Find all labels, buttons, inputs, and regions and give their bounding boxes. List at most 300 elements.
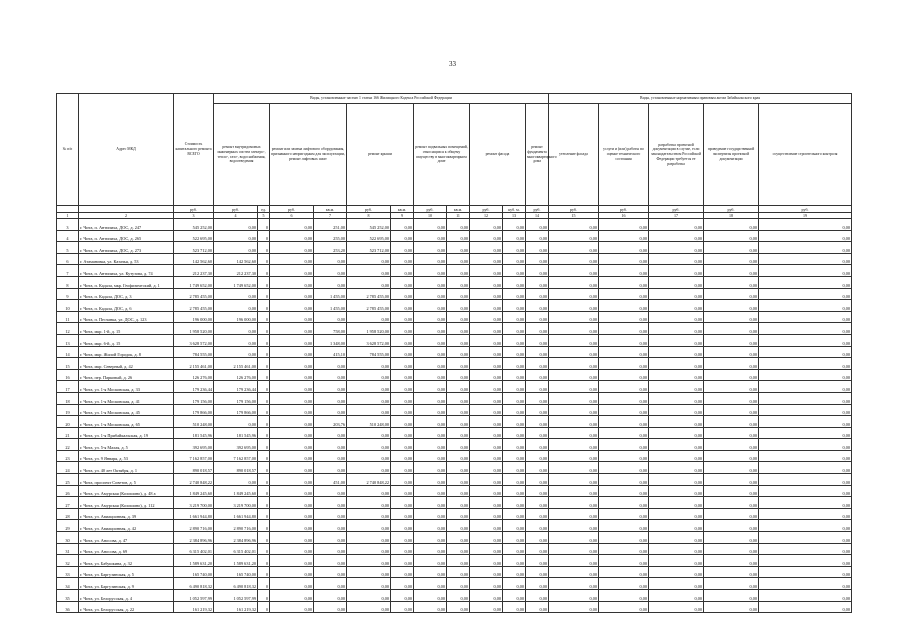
cell-assessment-cost: 0,00 — [599, 566, 649, 578]
cell-foundation-cost: 0,00 — [526, 300, 549, 312]
cell-total-cost: 1 958 520,00 — [174, 323, 214, 335]
cell-engineering-cost: 0,00 — [214, 242, 258, 254]
cell-facade-cost: 0,00 — [470, 590, 503, 602]
cell-foundation-cost: 0,00 — [526, 323, 549, 335]
cell-construction-control-cost: 0,00 — [759, 427, 852, 439]
cell-address: г. Чита, ул. Баргузинская, д. 5 — [79, 566, 174, 578]
cell-insulation-cost: 0,00 — [549, 276, 599, 288]
cell-facade-cost: 0,00 — [470, 508, 503, 520]
unit-cell: руб. — [649, 206, 704, 213]
cell-facade-area: 0,00 — [447, 601, 470, 613]
cell-total-cost: 2 155 461,00 — [174, 358, 214, 370]
cell-construction-control-cost: 0,00 — [759, 555, 852, 567]
cell-elevator-cost: 0,00 — [270, 288, 314, 300]
table-row — [57, 358, 852, 370]
cell-address: г. Чита, мкр. Жилой Городок, д. 8 — [79, 346, 174, 358]
cell-engineering-cost: 0,00 — [214, 334, 258, 346]
cell-foundation-volume: 0,00 — [503, 520, 526, 532]
cell-total-cost: 2 785 455,00 — [174, 300, 214, 312]
cell-basement-cost: 0,00 — [414, 439, 447, 451]
cell-assessment-cost: 0,00 — [599, 555, 649, 567]
cell-engineering-cost: 890 018,57 — [214, 462, 258, 474]
cell-total-cost: 3 628 572,00 — [174, 334, 214, 346]
cell-basement-cost: 0,00 — [414, 485, 447, 497]
cell-roof-cost: 0,00 — [347, 566, 391, 578]
cell-assessment-cost: 0,00 — [599, 334, 649, 346]
cell-elevator-count: 0 — [258, 508, 270, 520]
cell-design-docs-cost: 0,00 — [649, 358, 704, 370]
cell-row-number: 11 — [57, 311, 79, 323]
cell-expertise-cost: 0,00 — [704, 508, 759, 520]
cell-address: г. Чита, ул. 1-я Московская, д. 65 — [79, 416, 174, 428]
cell-basement-cost: 0,00 — [414, 242, 447, 254]
cell-insulation-cost: 0,00 — [549, 346, 599, 358]
cell-construction-control-cost: 0,00 — [759, 416, 852, 428]
col-number: 12 — [470, 213, 503, 219]
cell-basement-area: 0,00 — [391, 288, 414, 300]
unit-cell: куб. м. — [503, 206, 526, 213]
cell-facade-area: 0,00 — [447, 276, 470, 288]
cell-design-docs-cost: 0,00 — [649, 427, 704, 439]
cell-elevator-cost: 0,00 — [270, 230, 314, 242]
cell-foundation-volume: 0,00 — [503, 323, 526, 335]
cell-elevator-count: 0 — [258, 439, 270, 451]
cell-insulation-cost: 0,00 — [549, 358, 599, 370]
table-row — [57, 276, 852, 288]
cell-design-docs-cost: 0,00 — [649, 520, 704, 532]
cell-address: г. Чита, п. Кадала, мкр. Геофизический, д. 1 — [79, 276, 174, 288]
cell-total-cost: 545 252,00 — [174, 219, 214, 231]
cell-basement-cost: 0,00 — [414, 392, 447, 404]
cell-insulation-cost: 0,00 — [549, 311, 599, 323]
cell-address: г. Чита, п. Антипиха, ул. Кутузова, д. 74 — [79, 265, 174, 277]
cell-elevator-cost: 0,00 — [270, 253, 314, 265]
cell-total-cost: 179 866,00 — [174, 404, 214, 416]
cell-elevator-count: 0 — [258, 358, 270, 370]
cell-facade-cost: 0,00 — [470, 265, 503, 277]
cell-foundation-cost: 0,00 — [526, 497, 549, 509]
cell-elevator-cost: 0,00 — [270, 555, 314, 567]
col-header-design-docs: разработка проектной документации в случае, если законодательством Российской Федерации требуется ее разработка — [649, 104, 704, 206]
cell-total-cost: 161 219,32 — [174, 601, 214, 613]
cell-basement-cost: 0,00 — [414, 230, 447, 242]
col-header-basement: ремонт подвальных помещений, относящихся к общему имуществу в многоквартирном доме — [414, 104, 470, 206]
cell-facade-area: 0,00 — [447, 439, 470, 451]
col-number: 4 — [214, 213, 258, 219]
cell-basement-area: 0,00 — [391, 230, 414, 242]
cell-expertise-cost: 0,00 — [704, 276, 759, 288]
cell-basement-cost: 0,00 — [414, 450, 447, 462]
table-row — [57, 369, 852, 381]
cell-insulation-cost: 0,00 — [549, 242, 599, 254]
cell-roof-area: 415,10 — [314, 346, 347, 358]
cell-row-number: 26 — [57, 485, 79, 497]
cell-assessment-cost: 0,00 — [599, 288, 649, 300]
cell-engineering-cost: 181 545,96 — [214, 427, 258, 439]
cell-total-cost: 1 661 944,80 — [174, 508, 214, 520]
cell-row-number: 6 — [57, 253, 79, 265]
cell-elevator-cost: 0,00 — [270, 369, 314, 381]
cell-address: г. Чита, п. Кадала, ДОС, д. 6 — [79, 300, 174, 312]
cell-elevator-cost: 0,00 — [270, 508, 314, 520]
cell-elevator-count: 0 — [258, 474, 270, 486]
cell-elevator-cost: 0,00 — [270, 462, 314, 474]
cell-row-number: 17 — [57, 381, 79, 393]
cell-roof-cost: 0,00 — [347, 555, 391, 567]
cell-elevator-cost: 0,00 — [270, 242, 314, 254]
cell-facade-cost: 0,00 — [470, 566, 503, 578]
cell-assessment-cost: 0,00 — [599, 601, 649, 613]
cell-elevator-count: 0 — [258, 323, 270, 335]
cell-address: г. Чита, ул. 5-я Малая, д. 5 — [79, 439, 174, 451]
cell-elevator-count: 0 — [258, 311, 270, 323]
cell-design-docs-cost: 0,00 — [649, 404, 704, 416]
cell-roof-area: 253,20 — [314, 242, 347, 254]
cell-elevator-count: 0 — [258, 219, 270, 231]
col-number: 16 — [599, 213, 649, 219]
cell-roof-area: 251,00 — [314, 219, 347, 231]
cell-basement-cost: 0,00 — [414, 520, 447, 532]
cell-row-number: 28 — [57, 508, 79, 520]
cell-engineering-cost: 179 866,00 — [214, 404, 258, 416]
cell-roof-area: 0,00 — [314, 555, 347, 567]
cell-roof-cost: 0,00 — [347, 520, 391, 532]
cell-design-docs-cost: 0,00 — [649, 555, 704, 567]
col-number: 15 — [549, 213, 599, 219]
table-row — [57, 392, 852, 404]
cell-roof-area: 0,00 — [314, 566, 347, 578]
cell-engineering-cost: 0,00 — [214, 219, 258, 231]
cell-roof-cost: 510 248,00 — [347, 416, 391, 428]
cell-row-number: 5 — [57, 242, 79, 254]
cell-construction-control-cost: 0,00 — [759, 439, 852, 451]
cell-assessment-cost: 0,00 — [599, 462, 649, 474]
cell-facade-cost: 0,00 — [470, 346, 503, 358]
cell-engineering-cost: 179 156,00 — [214, 392, 258, 404]
table-row — [57, 265, 852, 277]
cell-elevator-cost: 0,00 — [270, 566, 314, 578]
cell-foundation-cost: 0,00 — [526, 543, 549, 555]
cell-design-docs-cost: 0,00 — [649, 590, 704, 602]
cell-expertise-cost: 0,00 — [704, 590, 759, 602]
cell-elevator-cost: 0,00 — [270, 219, 314, 231]
cell-facade-cost: 0,00 — [470, 381, 503, 393]
cell-row-number: 16 — [57, 369, 79, 381]
cell-facade-cost: 0,00 — [470, 474, 503, 486]
cell-basement-area: 0,00 — [391, 427, 414, 439]
cell-design-docs-cost: 0,00 — [649, 532, 704, 544]
col-number: 14 — [526, 213, 549, 219]
cell-roof-area: 0,00 — [314, 311, 347, 323]
cell-total-cost: 6 490 818,32 — [174, 578, 214, 590]
cell-elevator-count: 0 — [258, 601, 270, 613]
cell-assessment-cost: 0,00 — [599, 439, 649, 451]
cell-elevator-cost: 0,00 — [270, 334, 314, 346]
cell-facade-cost: 0,00 — [470, 555, 503, 567]
cell-design-docs-cost: 0,00 — [649, 543, 704, 555]
cell-basement-cost: 0,00 — [414, 288, 447, 300]
cell-engineering-cost: 0,00 — [214, 416, 258, 428]
cell-foundation-cost: 0,00 — [526, 427, 549, 439]
cell-roof-area: 0,00 — [314, 601, 347, 613]
unit-cell: руб. — [347, 206, 391, 213]
table-row — [57, 532, 852, 544]
cell-basement-area: 0,00 — [391, 392, 414, 404]
cell-elevator-count: 0 — [258, 346, 270, 358]
cell-address: г. Чита, п. Антипиха, ДОС, д. 265 — [79, 230, 174, 242]
cell-engineering-cost: 161 219,32 — [214, 601, 258, 613]
cell-foundation-cost: 0,00 — [526, 346, 549, 358]
cell-basement-area: 0,00 — [391, 381, 414, 393]
cell-basement-area: 0,00 — [391, 555, 414, 567]
cell-total-cost: 7 162 857,00 — [174, 450, 214, 462]
cell-facade-cost: 0,00 — [470, 253, 503, 265]
cell-construction-control-cost: 0,00 — [759, 485, 852, 497]
cell-engineering-cost: 6 315 402,01 — [214, 543, 258, 555]
cell-assessment-cost: 0,00 — [599, 300, 649, 312]
cell-facade-cost: 0,00 — [470, 532, 503, 544]
cell-design-docs-cost: 0,00 — [649, 578, 704, 590]
cell-expertise-cost: 0,00 — [704, 334, 759, 346]
col-header-no: № п/п — [57, 94, 79, 206]
col-number: 3 — [174, 213, 214, 219]
cell-row-number: 35 — [57, 590, 79, 602]
cell-design-docs-cost: 0,00 — [649, 508, 704, 520]
cell-elevator-cost: 0,00 — [270, 276, 314, 288]
cell-expertise-cost: 0,00 — [704, 462, 759, 474]
cell-elevator-count: 0 — [258, 242, 270, 254]
cell-row-number: 14 — [57, 346, 79, 358]
cell-elevator-cost: 0,00 — [270, 474, 314, 486]
cell-assessment-cost: 0,00 — [599, 253, 649, 265]
cell-total-cost: 1 749 652,00 — [174, 276, 214, 288]
cell-assessment-cost: 0,00 — [599, 450, 649, 462]
cell-foundation-volume: 0,00 — [503, 288, 526, 300]
cell-construction-control-cost: 0,00 — [759, 358, 852, 370]
cell-foundation-cost: 0,00 — [526, 288, 549, 300]
cell-design-docs-cost: 0,00 — [649, 474, 704, 486]
cell-engineering-cost: 142 562,60 — [214, 253, 258, 265]
cell-facade-area: 0,00 — [447, 242, 470, 254]
table-row — [57, 334, 852, 346]
cell-design-docs-cost: 0,00 — [649, 416, 704, 428]
cell-insulation-cost: 0,00 — [549, 474, 599, 486]
cell-assessment-cost: 0,00 — [599, 578, 649, 590]
cell-foundation-cost: 0,00 — [526, 219, 549, 231]
cell-facade-cost: 0,00 — [470, 392, 503, 404]
cell-basement-area: 0,00 — [391, 334, 414, 346]
cell-address: г. Чита, ул. Бабушкина, д. 32 — [79, 555, 174, 567]
cell-facade-cost: 0,00 — [470, 242, 503, 254]
cell-address: г. Чита, ул. 1-я Московская, д. 41 — [79, 392, 174, 404]
cell-facade-area: 0,00 — [447, 508, 470, 520]
cell-assessment-cost: 0,00 — [599, 219, 649, 231]
cell-design-docs-cost: 0,00 — [649, 485, 704, 497]
cell-address: г. Чита, ул. 40 лет Октября, д. 1 — [79, 462, 174, 474]
cell-roof-area: 0,00 — [314, 404, 347, 416]
col-header-expertise: проведение государственной экспертизы проектной документации — [704, 104, 759, 206]
cell-roof-area: 0,00 — [314, 265, 347, 277]
cell-foundation-cost: 0,00 — [526, 276, 549, 288]
cell-elevator-count: 0 — [258, 532, 270, 544]
cell-roof-cost: 0,00 — [347, 427, 391, 439]
cell-roof-cost: 2 785 455,00 — [347, 288, 391, 300]
table-row — [57, 346, 852, 358]
cell-expertise-cost: 0,00 — [704, 300, 759, 312]
unit-cell: руб. — [549, 206, 599, 213]
unit-cell: руб. — [174, 206, 214, 213]
cell-address: г. Атамановка, ул. Казачья, д. 53 — [79, 253, 174, 265]
cell-facade-cost: 0,00 — [470, 300, 503, 312]
table-row — [57, 404, 852, 416]
cell-roof-area: 203,76 — [314, 416, 347, 428]
cell-basement-area: 0,00 — [391, 485, 414, 497]
table-row — [57, 520, 852, 532]
cell-elevator-cost: 0,00 — [270, 416, 314, 428]
cell-elevator-count: 0 — [258, 404, 270, 416]
cell-row-number: 12 — [57, 323, 79, 335]
unit-cell: ед. — [258, 206, 270, 213]
cell-basement-cost: 0,00 — [414, 416, 447, 428]
cell-design-docs-cost: 0,00 — [649, 230, 704, 242]
cell-total-cost: 179 236,44 — [174, 381, 214, 393]
cell-facade-cost: 0,00 — [470, 497, 503, 509]
cell-expertise-cost: 0,00 — [704, 381, 759, 393]
cell-expertise-cost: 0,00 — [704, 474, 759, 486]
table-row — [57, 427, 852, 439]
cell-elevator-count: 0 — [258, 300, 270, 312]
cell-foundation-volume: 0,00 — [503, 219, 526, 231]
cell-expertise-cost: 0,00 — [704, 265, 759, 277]
cell-construction-control-cost: 0,00 — [759, 369, 852, 381]
table-row — [57, 288, 852, 300]
cell-foundation-cost: 0,00 — [526, 416, 549, 428]
cell-engineering-cost: 0,00 — [214, 230, 258, 242]
cell-basement-area: 0,00 — [391, 462, 414, 474]
cell-insulation-cost: 0,00 — [549, 334, 599, 346]
cell-roof-area: 758,00 — [314, 323, 347, 335]
cell-insulation-cost: 0,00 — [549, 416, 599, 428]
cell-total-cost: 2 785 455,00 — [174, 288, 214, 300]
cell-address: г. Чита, проспект Советов, д. 5 — [79, 474, 174, 486]
cell-roof-area: 0,00 — [314, 253, 347, 265]
cell-address: г. Чита, пер. Парковый, д. 26 — [79, 369, 174, 381]
cell-foundation-volume: 0,00 — [503, 508, 526, 520]
cell-elevator-cost: 0,00 — [270, 427, 314, 439]
cell-basement-area: 0,00 — [391, 508, 414, 520]
cell-facade-area: 0,00 — [447, 323, 470, 335]
cell-roof-area: 1 348,00 — [314, 334, 347, 346]
cell-design-docs-cost: 0,00 — [649, 497, 704, 509]
cell-roof-cost: 0,00 — [347, 450, 391, 462]
cell-address: г. Чита, ул. 1-я Московская, д. 33 — [79, 381, 174, 393]
cell-construction-control-cost: 0,00 — [759, 543, 852, 555]
cell-roof-cost: 0,00 — [347, 265, 391, 277]
cell-expertise-cost: 0,00 — [704, 543, 759, 555]
col-header-roof: ремонт крыши — [347, 104, 414, 206]
cell-foundation-cost: 0,00 — [526, 369, 549, 381]
cell-roof-cost: 522 695,00 — [347, 230, 391, 242]
cell-facade-area: 0,00 — [447, 416, 470, 428]
cell-elevator-cost: 0,00 — [270, 450, 314, 462]
col-number: 13 — [503, 213, 526, 219]
cell-roof-cost: 0,00 — [347, 358, 391, 370]
cell-elevator-cost: 0,00 — [270, 392, 314, 404]
cell-roof-cost: 0,00 — [347, 253, 391, 265]
cell-engineering-cost: 0,00 — [214, 323, 258, 335]
cell-roof-area: 0,00 — [314, 590, 347, 602]
cell-facade-area: 0,00 — [447, 566, 470, 578]
cell-expertise-cost: 0,00 — [704, 346, 759, 358]
table-row — [57, 230, 852, 242]
table-row — [57, 253, 852, 265]
col-number: 6 — [270, 213, 314, 219]
cell-insulation-cost: 0,00 — [549, 543, 599, 555]
cell-elevator-cost: 0,00 — [270, 323, 314, 335]
table-row — [57, 300, 852, 312]
cell-engineering-cost: 1 589 631,20 — [214, 555, 258, 567]
col-header-elevator: ремонт или замена лифтового оборудования, признанного непригодным для эксплуатации, ремонт лифтовых шахт — [270, 104, 347, 206]
cell-address: г. Чита, п. Антипиха, ДОС, д. 247 — [79, 219, 174, 231]
cell-design-docs-cost: 0,00 — [649, 392, 704, 404]
cell-construction-control-cost: 0,00 — [759, 474, 852, 486]
cell-facade-area: 0,00 — [447, 346, 470, 358]
cell-engineering-cost: 1 849 245,60 — [214, 485, 258, 497]
cell-expertise-cost: 0,00 — [704, 485, 759, 497]
table-row — [57, 474, 852, 486]
cell-expertise-cost: 0,00 — [704, 416, 759, 428]
cell-engineering-cost: 0,00 — [214, 474, 258, 486]
cell-total-cost: 890 018,57 — [174, 462, 214, 474]
cell-basement-area: 0,00 — [391, 253, 414, 265]
cell-address: г. Чита, ул. Белорусская, д. 22 — [79, 601, 174, 613]
table-row — [57, 450, 852, 462]
cell-foundation-volume: 0,00 — [503, 439, 526, 451]
cell-assessment-cost: 0,00 — [599, 543, 649, 555]
cell-roof-area: 0,00 — [314, 427, 347, 439]
cell-basement-area: 0,00 — [391, 497, 414, 509]
cell-basement-cost: 0,00 — [414, 276, 447, 288]
cell-assessment-cost: 0,00 — [599, 381, 649, 393]
cell-total-cost: 142 562,60 — [174, 253, 214, 265]
cell-elevator-cost: 0,00 — [270, 265, 314, 277]
cell-foundation-volume: 0,00 — [503, 566, 526, 578]
cell-foundation-cost: 0,00 — [526, 358, 549, 370]
unit-cell: руб. — [599, 206, 649, 213]
cell-total-cost: 181 545,96 — [174, 427, 214, 439]
cell-elevator-count: 0 — [258, 520, 270, 532]
cell-basement-area: 0,00 — [391, 416, 414, 428]
cell-engineering-cost: 392 695,00 — [214, 439, 258, 451]
cell-assessment-cost: 0,00 — [599, 497, 649, 509]
cell-insulation-cost: 0,00 — [549, 404, 599, 416]
cell-basement-cost: 0,00 — [414, 358, 447, 370]
cell-facade-cost: 0,00 — [470, 520, 503, 532]
cell-expertise-cost: 0,00 — [704, 219, 759, 231]
cell-total-cost: 6 315 402,01 — [174, 543, 214, 555]
cell-facade-area: 0,00 — [447, 369, 470, 381]
cell-insulation-cost: 0,00 — [549, 439, 599, 451]
cell-facade-area: 0,00 — [447, 427, 470, 439]
cell-basement-area: 0,00 — [391, 439, 414, 451]
cell-facade-cost: 0,00 — [470, 276, 503, 288]
cell-insulation-cost: 0,00 — [549, 601, 599, 613]
cell-row-number: 27 — [57, 497, 79, 509]
cell-elevator-count: 0 — [258, 416, 270, 428]
cell-foundation-volume: 0,00 — [503, 474, 526, 486]
cell-elevator-count: 0 — [258, 392, 270, 404]
cell-basement-area: 0,00 — [391, 520, 414, 532]
